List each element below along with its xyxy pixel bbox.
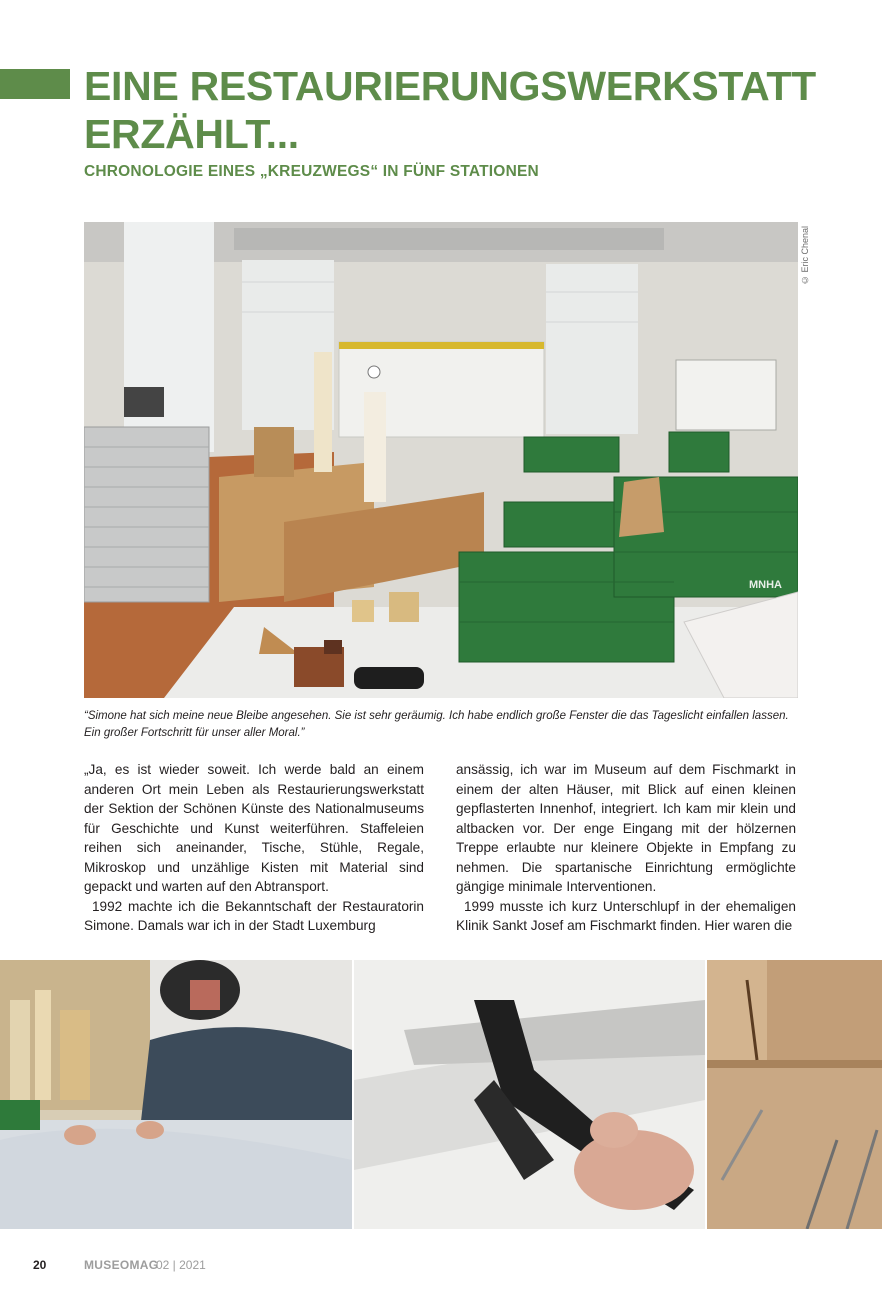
pliers-photo-illustration: [354, 960, 705, 1229]
wood-detail-photo-illustration: [707, 960, 882, 1229]
restorer-photo-illustration: [0, 960, 352, 1229]
paragraph: 1999 musste ich kurz Unterschlupf in der ehemaligen Klinik Sankt Josef am Fischmarkt finden. Hier waren die: [456, 898, 796, 933]
workshop-photo-illustration: [84, 222, 798, 698]
article-subheadline: CHRONOLOGIE EINES „KREUZWEGS“ IN FÜNF STATIONEN: [84, 163, 539, 180]
photo-caption: “Simone hat sich meine neue Bleibe angesehen. Sie ist sehr geräumig. Ich habe endlich große Fenster die das Tageslicht einfallen lassen. Ein großer Fortschritt für unser aller Moral.”: [84, 710, 789, 739]
wood-detail-photo: [707, 960, 882, 1229]
page-number: 20: [33, 1258, 47, 1272]
paragraph: „Ja, es ist wieder soweit. Ich werde bald an einem anderen Ort mein Leben als Restaurierungswerkstatt der Sektion der Schönen Künste des Nationalmuseums für Geschichte und Kunst weiterführen. Staffeleien reihen sich aneinander, Tische, Stühle, Regale, Mikroskop und unzählige Kisten mit Material sind gepackt und warten auf den Abtransport.: [84, 762, 424, 894]
body-column-right: [456, 760, 796, 936]
crate-label: MNHA: [749, 579, 782, 591]
pliers-photo: [354, 960, 705, 1229]
workshop-photo: [84, 222, 798, 698]
magazine-issue: 02 | 2021: [156, 1258, 206, 1272]
restorer-photo: [0, 960, 352, 1229]
paragraph: ansässig, ich war im Museum auf dem Fischmarkt in einem der alten Häuser, mit Blick auf einen kleinen gepflasterten Innenhof, integriert. Ich kam mir klein und altbacken vor. Der enge Eingang mit der hölzernen Treppe erlaubte nur kleinere Objekte in Empfang zu nehmen. Die spartanische Einrichtung ermöglichte gängige minimale Interventionen.: [456, 762, 796, 894]
paragraph: 1992 machte ich die Bekanntschaft der Restauratorin Simone. Damals war ich in der Stadt Luxemburg: [84, 898, 424, 933]
magazine-name: MUSEOMAG: [84, 1258, 159, 1272]
article-headline: EINE RESTAURIERUNGSWERKSTATT ERZÄHLT...: [84, 63, 816, 157]
body-column-left: [84, 760, 424, 936]
photo-credit: © Eric Chenal: [800, 226, 810, 286]
accent-bar: [0, 69, 70, 99]
page-footer: [0, 1258, 882, 1278]
